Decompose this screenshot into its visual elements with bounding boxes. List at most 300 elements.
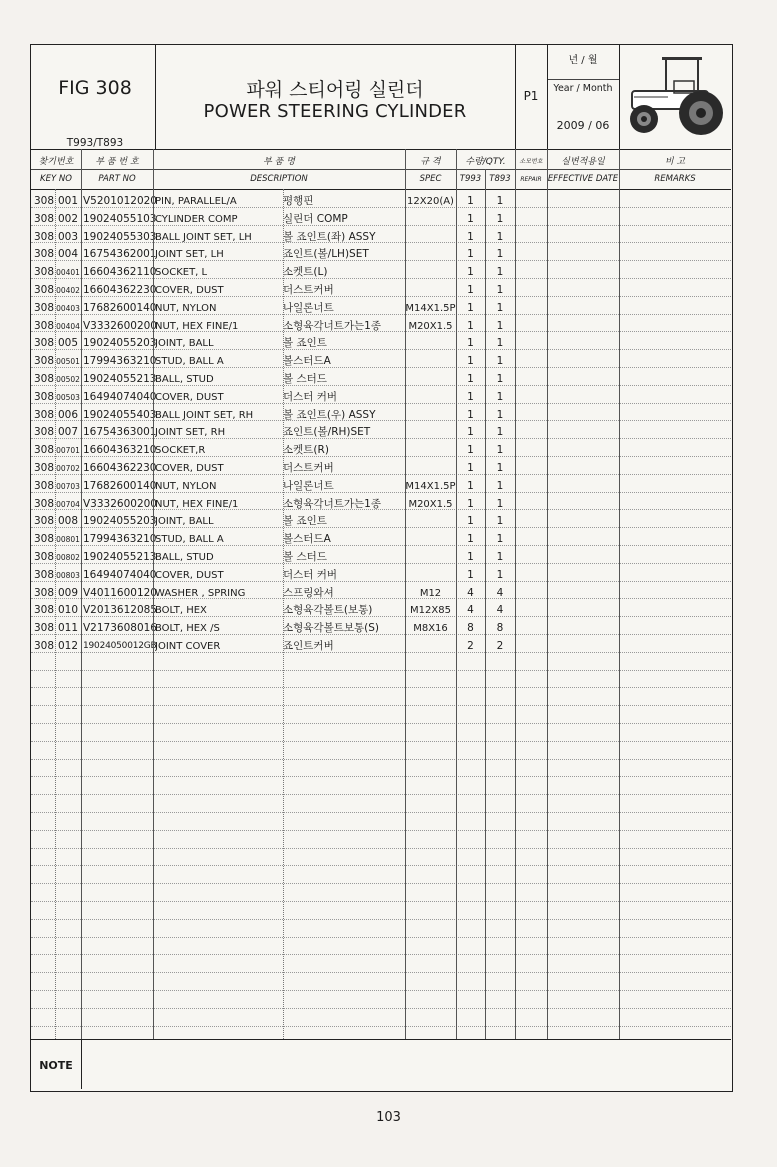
cell-description: SOCKET, L bbox=[155, 267, 208, 279]
cell-description: COVER, DUST bbox=[155, 569, 224, 581]
column-qty-t993: T993 bbox=[459, 174, 482, 184]
grid-horizontal-line bbox=[31, 349, 731, 350]
grid-horizontal-line bbox=[31, 705, 731, 706]
cell-qty-t893: 1 bbox=[496, 515, 504, 528]
grid-horizontal-line bbox=[31, 954, 731, 955]
cell-key-number: 00402 bbox=[56, 286, 80, 295]
cell-part-number: 16604362230 bbox=[83, 462, 157, 474]
cell-key-number: 003 bbox=[57, 230, 79, 243]
cell-description: BALL JOINT SET, LH bbox=[155, 231, 252, 243]
cell-qty-t893: 4 bbox=[496, 604, 504, 617]
table-row bbox=[31, 300, 731, 318]
grid-vertical-line bbox=[485, 169, 486, 1039]
grid-horizontal-line bbox=[31, 438, 731, 439]
table-row bbox=[31, 193, 731, 211]
column-remarks-korean: 비 고 bbox=[664, 157, 686, 167]
cell-key-number: 001 bbox=[57, 195, 79, 207]
table-row bbox=[31, 638, 731, 656]
cell-qty-t893: 1 bbox=[496, 266, 504, 279]
cell-part-number: 17682600140 bbox=[83, 301, 157, 314]
cell-fig-number: 308 bbox=[34, 462, 55, 474]
cell-key-number: 012 bbox=[57, 640, 79, 652]
cell-qty-t893: 1 bbox=[496, 195, 504, 207]
cell-description: BALL, STUD bbox=[155, 374, 214, 385]
cell-key-number: 008 bbox=[57, 515, 79, 528]
cell-qty-t893: 1 bbox=[496, 533, 504, 546]
cell-qty-t893: 1 bbox=[496, 444, 504, 457]
cell-qty-t893: 1 bbox=[496, 462, 504, 474]
cell-fig-number: 308 bbox=[34, 373, 55, 385]
cell-spec bbox=[405, 264, 456, 282]
grid-vertical-line bbox=[405, 149, 406, 1039]
cell-spec bbox=[405, 460, 456, 478]
column-spec: SPEC bbox=[419, 174, 442, 184]
cell-qty-t893: 8 bbox=[496, 622, 504, 635]
grid-horizontal-line bbox=[31, 367, 731, 368]
cell-qty-t993: 4 bbox=[467, 604, 474, 617]
grid-vertical-line bbox=[153, 149, 154, 1039]
grid-horizontal-line bbox=[31, 260, 731, 261]
cell-qty-t993: 1 bbox=[467, 230, 474, 243]
cell-spec: M8X16 bbox=[413, 623, 448, 635]
cell-fig-number: 308 bbox=[34, 337, 55, 350]
cell-part-number: 19024055213 bbox=[83, 551, 157, 563]
grid-horizontal-line bbox=[31, 456, 731, 457]
cell-fig-number: 308 bbox=[34, 479, 55, 492]
cell-description-korean: 나일론너트 bbox=[283, 479, 334, 492]
cell-fig-number: 308 bbox=[34, 515, 55, 528]
cell-fig-number: 308 bbox=[34, 426, 55, 439]
grid-horizontal-line bbox=[31, 527, 731, 528]
cell-spec bbox=[405, 229, 456, 247]
cell-part-number: 16604362110 bbox=[83, 266, 157, 279]
grid-horizontal-line bbox=[31, 670, 731, 671]
cell-part-number: 16604362230 bbox=[83, 284, 157, 296]
cell-fig-number: 308 bbox=[34, 355, 55, 368]
grid-horizontal-line bbox=[31, 331, 731, 332]
cell-qty-t993: 1 bbox=[467, 195, 474, 207]
cell-qty-t993: 1 bbox=[467, 479, 474, 492]
cell-qty-t893: 1 bbox=[496, 497, 504, 510]
grid-horizontal-line bbox=[31, 149, 731, 150]
page-number: 103 bbox=[376, 1110, 401, 1125]
grid-horizontal-line bbox=[31, 545, 731, 546]
cell-description-korean: 소형육각너트가는1종 bbox=[283, 497, 381, 510]
cell-part-number: 16754363001 bbox=[83, 426, 157, 439]
cell-spec bbox=[405, 282, 456, 300]
cell-fig-number: 308 bbox=[34, 266, 55, 279]
cell-description: NUT, HEX FINE/1 bbox=[155, 498, 239, 510]
cell-spec bbox=[405, 531, 456, 549]
table-row bbox=[31, 460, 731, 478]
figure-number: FIG 308 bbox=[58, 77, 132, 99]
cell-part-number: 19024055103 bbox=[83, 212, 157, 225]
note-label: NOTE bbox=[39, 1059, 73, 1072]
grid-vertical-line bbox=[547, 45, 548, 149]
table-row bbox=[31, 246, 731, 264]
page-id: P1 bbox=[523, 89, 539, 103]
cell-spec bbox=[405, 549, 456, 567]
cell-spec bbox=[405, 211, 456, 229]
cell-description-korean: 평행핀 bbox=[283, 195, 314, 207]
cell-part-number: 16494074040 bbox=[83, 568, 157, 581]
grid-horizontal-line bbox=[31, 794, 731, 795]
cell-description-korean: 볼 스터드 bbox=[283, 551, 327, 563]
table-row bbox=[31, 229, 731, 247]
cell-part-number: 19024055203 bbox=[83, 337, 157, 350]
grid-vertical-line bbox=[456, 149, 457, 1039]
table-row bbox=[31, 335, 731, 353]
cell-qty-t993: 1 bbox=[467, 248, 474, 261]
grid-vertical-line bbox=[81, 1039, 82, 1089]
cell-part-number: 16754362001 bbox=[83, 248, 157, 261]
cell-key-number: 00704 bbox=[56, 499, 80, 509]
cell-spec: M20X1.5 bbox=[408, 498, 453, 510]
cell-description: BALL JOINT SET, RH bbox=[155, 409, 254, 421]
cell-description-korean: 나일론너트 bbox=[283, 301, 334, 314]
cell-fig-number: 308 bbox=[34, 284, 55, 296]
cell-spec: M12X85 bbox=[410, 605, 451, 617]
cell-description: STUD, BALL A bbox=[155, 356, 224, 368]
cell-part-number: 19024050012GB bbox=[83, 641, 157, 651]
column-key: KEY NO bbox=[40, 174, 72, 184]
cell-spec bbox=[405, 389, 456, 407]
cell-description: JOINT SET, RH bbox=[155, 427, 226, 439]
cell-fig-number: 308 bbox=[34, 551, 55, 563]
cell-spec bbox=[405, 424, 456, 442]
cell-description-korean: 소형육각볼트보통(S) bbox=[283, 622, 380, 635]
grid-horizontal-line bbox=[31, 812, 731, 813]
cell-key-number: 00802 bbox=[56, 553, 80, 562]
grid-horizontal-line bbox=[31, 634, 731, 635]
cell-part-number: 19024055203 bbox=[83, 515, 157, 528]
cell-part-number: V3332600200 bbox=[83, 497, 157, 510]
cell-qty-t993: 1 bbox=[467, 462, 474, 474]
cell-qty-t893: 1 bbox=[496, 426, 504, 439]
column-spec-korean: 규 격 bbox=[420, 157, 441, 167]
cell-qty-t893: 1 bbox=[496, 337, 504, 350]
grid-horizontal-line bbox=[31, 278, 731, 279]
table-row bbox=[31, 585, 731, 603]
cell-description-korean: 죠인트(볼/LH)SET bbox=[283, 248, 369, 261]
cell-qty-t993: 1 bbox=[467, 266, 474, 279]
cell-spec bbox=[405, 442, 456, 460]
grid-vertical-line bbox=[155, 45, 156, 149]
cell-part-number: V2173608016 bbox=[83, 622, 157, 635]
cell-description-korean: 볼 죠인트(우) ASSY bbox=[283, 408, 376, 421]
cell-qty-t993: 1 bbox=[467, 533, 474, 546]
grid-horizontal-line bbox=[31, 1039, 731, 1040]
grid-vertical-line bbox=[515, 45, 516, 149]
cell-qty-t893: 1 bbox=[496, 212, 504, 225]
cell-spec: 12X20(A) bbox=[407, 196, 454, 207]
cell-qty-t893: 1 bbox=[496, 479, 504, 492]
cell-part-number: 19024055403 bbox=[83, 408, 157, 421]
cell-description: COVER, DUST bbox=[155, 391, 224, 403]
table-row bbox=[31, 264, 731, 282]
table-row bbox=[31, 567, 731, 585]
grid-horizontal-line bbox=[31, 1026, 731, 1027]
cell-qty-t993: 1 bbox=[467, 444, 474, 457]
cell-key-number: 00801 bbox=[56, 535, 80, 545]
grid-horizontal-line bbox=[31, 492, 731, 493]
year-month-label-korean: 년 / 월 bbox=[568, 55, 598, 66]
cell-description-korean: 더스트커버 bbox=[283, 462, 334, 474]
cell-description-korean: 스프링와셔 bbox=[283, 586, 334, 599]
grid-horizontal-line bbox=[31, 652, 731, 653]
cell-spec: M20X1.5 bbox=[408, 320, 453, 332]
cell-key-number: 00701 bbox=[56, 446, 80, 456]
grid-horizontal-line bbox=[31, 830, 731, 831]
column-key-korean: 찾기번호 bbox=[38, 157, 74, 167]
year-month-label: Year / Month bbox=[553, 83, 613, 94]
cell-fig-number: 308 bbox=[34, 604, 55, 617]
cell-qty-t893: 1 bbox=[496, 373, 504, 385]
cell-qty-t893: 1 bbox=[496, 301, 504, 314]
table-row bbox=[31, 496, 731, 514]
cell-key-number: 010 bbox=[57, 604, 79, 617]
grid-horizontal-line bbox=[31, 848, 731, 849]
cell-fig-number: 308 bbox=[34, 444, 55, 457]
cell-description: NUT, NYLON bbox=[155, 302, 217, 314]
cell-description-korean: 죠인트커버 bbox=[283, 640, 334, 652]
grid-vertical-line bbox=[619, 149, 620, 1039]
column-effective-date: EFFECTIVE DATE bbox=[547, 174, 619, 184]
grid-horizontal-line bbox=[31, 314, 731, 315]
cell-key-number: 011 bbox=[57, 622, 79, 635]
cell-qty-t993: 1 bbox=[467, 515, 474, 528]
cell-spec: M12 bbox=[419, 587, 442, 599]
table-row bbox=[31, 513, 731, 531]
cell-spec bbox=[405, 246, 456, 264]
year-month-value: 2009 / 06 bbox=[556, 119, 610, 132]
cell-fig-number: 308 bbox=[34, 230, 55, 243]
grid-horizontal-line bbox=[31, 598, 731, 599]
cell-description-korean: 실린더 COMP bbox=[283, 212, 348, 225]
cell-qty-t993: 1 bbox=[467, 319, 474, 332]
grid-horizontal-line bbox=[31, 403, 731, 404]
grid-horizontal-line bbox=[31, 901, 731, 902]
cell-spec bbox=[405, 335, 456, 353]
cell-part-number: 17994363210 bbox=[83, 533, 157, 546]
cell-spec bbox=[405, 567, 456, 585]
grid-horizontal-line bbox=[31, 972, 731, 973]
cell-fig-number: 308 bbox=[34, 212, 55, 225]
table-row bbox=[31, 318, 731, 336]
cell-key-number: 005 bbox=[57, 337, 79, 350]
cell-description: PIN, PARALLEL/A bbox=[155, 196, 237, 207]
cell-qty-t993: 8 bbox=[467, 622, 474, 635]
table-row bbox=[31, 211, 731, 229]
cell-description: CYLINDER COMP bbox=[155, 213, 238, 225]
cell-part-number: V5201012020 bbox=[83, 195, 157, 207]
grid-horizontal-line bbox=[31, 1008, 731, 1009]
cell-fig-number: 308 bbox=[34, 640, 55, 652]
cell-fig-number: 308 bbox=[34, 390, 55, 403]
cell-qty-t993: 1 bbox=[467, 284, 474, 296]
cell-description-korean: 볼 죠인트(좌) ASSY bbox=[283, 230, 376, 243]
column-qty: 수량/QTY. bbox=[465, 157, 506, 167]
table-row bbox=[31, 371, 731, 389]
cell-description: NUT, NYLON bbox=[155, 480, 217, 492]
cell-qty-t893: 4 bbox=[496, 586, 504, 599]
cell-description-korean: 볼스터드A bbox=[283, 533, 331, 546]
tractor-icon bbox=[624, 51, 728, 137]
cell-part-number: 16494074040 bbox=[83, 390, 157, 403]
grid-horizontal-line bbox=[31, 937, 731, 938]
cell-qty-t993: 1 bbox=[467, 568, 474, 581]
cell-key-number: 006 bbox=[57, 408, 79, 421]
grid-horizontal-line bbox=[31, 616, 731, 617]
cell-key-number: 009 bbox=[57, 586, 79, 599]
grid-horizontal-line bbox=[31, 296, 731, 297]
cell-spec bbox=[405, 371, 456, 389]
grid-horizontal-line bbox=[31, 242, 731, 243]
cell-description: BALL, STUD bbox=[155, 552, 214, 563]
cell-part-number: V3332600200 bbox=[83, 319, 157, 332]
cell-part-number: 17994363210 bbox=[83, 355, 157, 368]
cell-description-korean: 더스터 커버 bbox=[283, 568, 338, 581]
cell-description: STUD, BALL A bbox=[155, 534, 224, 546]
column-part: PART NO bbox=[98, 174, 136, 184]
cell-part-number: 16604363210 bbox=[83, 444, 157, 457]
grid-horizontal-line bbox=[31, 420, 731, 421]
cell-description: BOLT, HEX /S bbox=[155, 623, 220, 635]
cell-description-korean: 죠인트(볼/RH)SET bbox=[283, 426, 371, 439]
grid-horizontal-line bbox=[31, 759, 731, 760]
grid-horizontal-line bbox=[31, 776, 731, 777]
cell-part-number: V4011600120 bbox=[83, 586, 157, 599]
table-row bbox=[31, 389, 731, 407]
cell-qty-t993: 1 bbox=[467, 301, 474, 314]
cell-key-number: 002 bbox=[57, 212, 79, 225]
cell-description: JOINT, BALL bbox=[155, 338, 214, 350]
cell-description-korean: 소켓트(L) bbox=[283, 266, 328, 279]
cell-fig-number: 308 bbox=[34, 568, 55, 581]
cell-qty-t893: 1 bbox=[496, 408, 504, 421]
cell-spec: M14X1.5P bbox=[405, 480, 456, 492]
grid-horizontal-line bbox=[31, 225, 731, 226]
cell-fig-number: 308 bbox=[34, 586, 55, 599]
cell-key-number: 00702 bbox=[56, 464, 80, 473]
cell-qty-t993: 2 bbox=[467, 640, 474, 652]
cell-description: JOINT COVER bbox=[155, 641, 221, 652]
cell-qty-t993: 1 bbox=[467, 426, 474, 439]
grid-horizontal-line bbox=[31, 385, 731, 386]
cell-qty-t993: 1 bbox=[467, 355, 474, 368]
cell-qty-t893: 1 bbox=[496, 230, 504, 243]
grid-horizontal-line bbox=[31, 687, 731, 688]
cell-description: JOINT, BALL bbox=[155, 516, 214, 528]
cell-spec bbox=[405, 407, 456, 425]
cell-qty-t993: 1 bbox=[467, 551, 474, 563]
table-row bbox=[31, 478, 731, 496]
table-row bbox=[31, 424, 731, 442]
cell-description: COVER, DUST bbox=[155, 463, 224, 474]
table-row bbox=[31, 620, 731, 638]
page-title: POWER STEERING CYLINDER bbox=[203, 101, 467, 122]
cell-description-korean: 소형육각볼트(보통) bbox=[283, 604, 373, 617]
cell-description-korean: 볼스터드A bbox=[283, 355, 331, 368]
cell-fig-number: 308 bbox=[34, 497, 55, 510]
cell-description-korean: 볼 죠인트 bbox=[283, 337, 327, 350]
cell-fig-number: 308 bbox=[34, 533, 55, 546]
grid-horizontal-line bbox=[31, 169, 731, 170]
cell-fig-number: 308 bbox=[34, 195, 55, 207]
column-effective-date-korean: 실변적용일 bbox=[561, 157, 605, 167]
cell-qty-t893: 1 bbox=[496, 319, 504, 332]
cell-qty-t993: 1 bbox=[467, 212, 474, 225]
cell-fig-number: 308 bbox=[34, 301, 55, 314]
grid-vertical-line bbox=[55, 189, 56, 1039]
column-part-korean: 부 품 번 호 bbox=[95, 157, 139, 167]
cell-qty-t893: 1 bbox=[496, 551, 504, 563]
cell-description-korean: 소형육각너트가는1종 bbox=[283, 319, 381, 332]
cell-fig-number: 308 bbox=[34, 319, 55, 332]
table-row bbox=[31, 549, 731, 567]
cell-spec bbox=[405, 638, 456, 656]
page-title-korean: 파워 스티어링 실린더 bbox=[246, 79, 424, 101]
table-row bbox=[31, 442, 731, 460]
cell-description: COVER, DUST bbox=[155, 285, 224, 296]
column-repair: REPAIR bbox=[520, 176, 542, 183]
grid-horizontal-line bbox=[31, 189, 731, 190]
grid-vertical-line bbox=[619, 45, 620, 149]
cell-key-number: 00401 bbox=[56, 268, 80, 278]
column-description-korean: 부 품 명 bbox=[263, 157, 295, 167]
grid-vertical-line bbox=[547, 149, 548, 1039]
cell-key-number: 004 bbox=[57, 248, 79, 261]
column-remarks: REMARKS bbox=[654, 174, 696, 184]
cell-fig-number: 308 bbox=[34, 622, 55, 635]
cell-description-korean: 볼 스터드 bbox=[283, 373, 327, 385]
grid-horizontal-line bbox=[31, 865, 731, 866]
cell-description-korean: 소켓트(R) bbox=[283, 444, 329, 457]
column-repair-korean: 소모번호 bbox=[519, 158, 543, 165]
cell-description: NUT, HEX FINE/1 bbox=[155, 320, 239, 332]
cell-key-number: 00501 bbox=[56, 357, 80, 367]
parts-list-sheet bbox=[30, 44, 733, 1092]
model-codes: T993/T893 bbox=[66, 137, 124, 149]
cell-description: JOINT SET, LH bbox=[155, 249, 224, 261]
cell-key-number: 00803 bbox=[56, 570, 80, 580]
cell-key-number: 00404 bbox=[56, 321, 80, 331]
table-row bbox=[31, 531, 731, 549]
cell-fig-number: 308 bbox=[34, 248, 55, 261]
cell-qty-t893: 1 bbox=[496, 568, 504, 581]
cell-part-number: 19024055303 bbox=[83, 230, 157, 243]
cell-qty-t893: 1 bbox=[496, 355, 504, 368]
cell-spec bbox=[405, 513, 456, 531]
grid-horizontal-line bbox=[31, 563, 731, 564]
cell-description-korean: 더스터 커버 bbox=[283, 390, 338, 403]
cell-description: SOCKET,R bbox=[155, 445, 206, 457]
grid-horizontal-line bbox=[31, 919, 731, 920]
cell-qty-t993: 1 bbox=[467, 337, 474, 350]
grid-horizontal-line bbox=[31, 474, 731, 475]
grid-horizontal-line bbox=[31, 207, 731, 208]
cell-qty-t893: 1 bbox=[496, 390, 504, 403]
grid-horizontal-line bbox=[31, 990, 731, 991]
cell-spec: M14X1.5P bbox=[405, 302, 456, 314]
cell-qty-t993: 1 bbox=[467, 373, 474, 385]
cell-key-number: 00503 bbox=[56, 392, 80, 402]
table-row bbox=[31, 282, 731, 300]
cell-description-korean: 더스트커버 bbox=[283, 284, 334, 296]
cell-part-number: 19024055213 bbox=[83, 373, 157, 385]
grid-horizontal-line bbox=[547, 79, 619, 80]
cell-description: BOLT, HEX bbox=[155, 605, 207, 617]
